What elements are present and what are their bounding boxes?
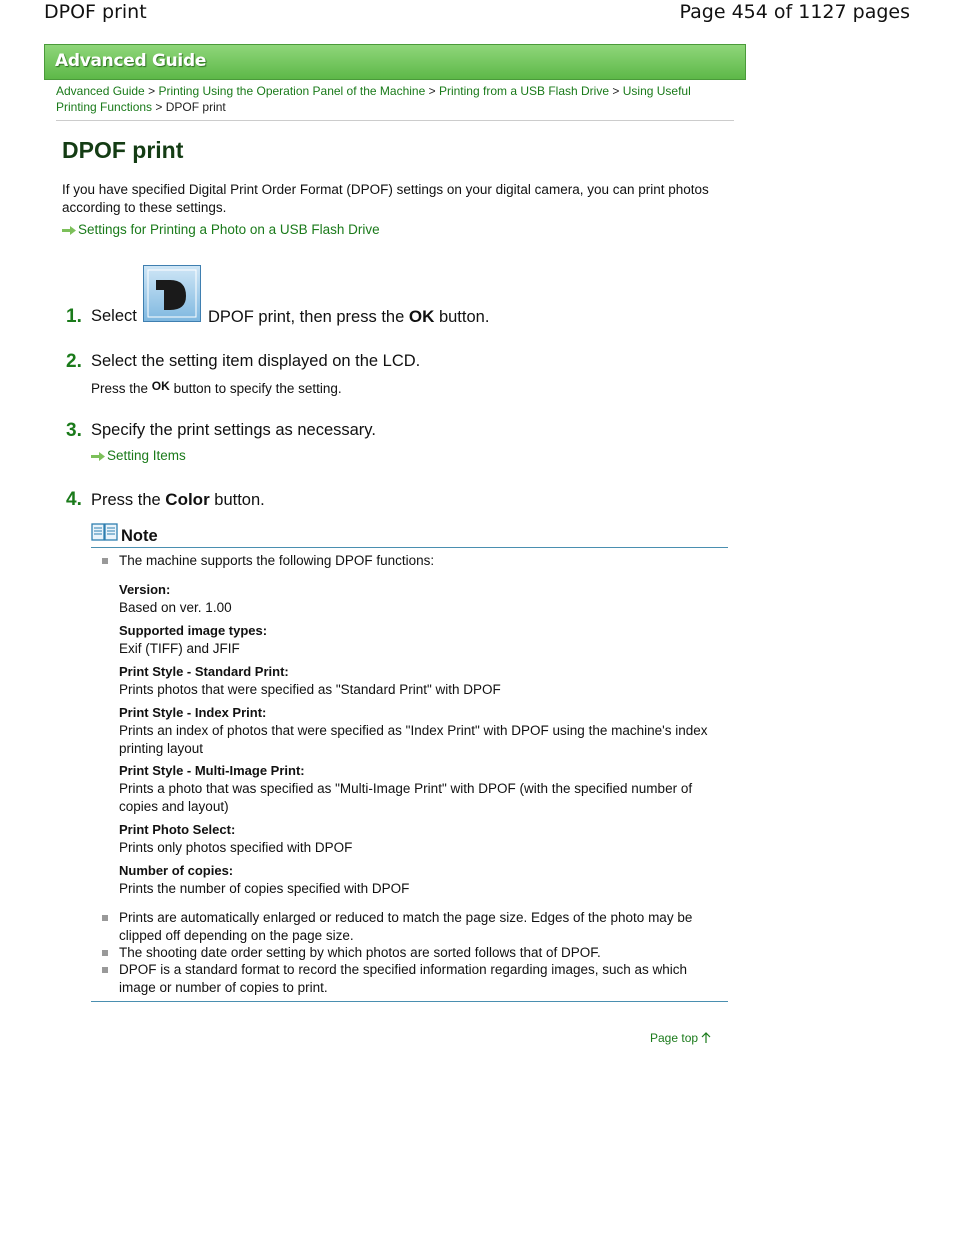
note-title: Note	[121, 527, 158, 545]
arrow-icon	[62, 226, 76, 235]
definition-desc: Exif (TIFF) and JFIF	[119, 641, 240, 656]
definition-desc: Prints only photos specified with DPOF	[119, 840, 353, 855]
breadcrumb-usb-flash-drive[interactable]: Printing from a USB Flash Drive	[438, 84, 610, 98]
step-4-post: button.	[214, 491, 265, 509]
breadcrumb	[56, 83, 726, 115]
definition-term: Supported image types:	[119, 623, 268, 638]
step-1-post: button.	[438, 308, 490, 326]
page-top-label: Page top	[650, 1031, 699, 1045]
definition-item	[119, 862, 719, 898]
arrow-up-icon	[701, 1032, 711, 1043]
definition-term: Number of copies:	[119, 863, 234, 878]
intro-paragraph: If you have specified Digital Print Order Format (DPOF) settings on your digital camera, you can print photos according to these settings.	[62, 182, 709, 215]
step-3-link-row	[91, 448, 186, 463]
advanced-guide-banner	[44, 44, 746, 80]
step-number: 2.	[66, 351, 82, 372]
page-header-title: DPOF print	[44, 1, 147, 23]
list-item: DPOF is a standard format to record the specified information regarding images, such as which image or number of copies to print.	[119, 961, 719, 997]
step-2-sub	[91, 379, 342, 396]
divider	[56, 120, 734, 121]
banner-label: Advanced Guide	[55, 51, 207, 71]
step-3-text: Specify the print settings as necessary.	[91, 421, 376, 439]
definition-item	[119, 663, 719, 699]
definition-desc: Prints photos that were specified as "Standard Print" with DPOF	[119, 682, 501, 697]
list-item: The machine supports the following DPOF functions:	[119, 552, 719, 570]
step-4-text	[91, 490, 265, 510]
setting-items-link[interactable]: Setting Items	[107, 448, 186, 463]
breadcrumb-separator: >	[612, 84, 620, 98]
definition-item	[119, 762, 719, 816]
definition-term: Print Style - Standard Print:	[119, 664, 289, 679]
definition-desc: Based on ver. 1.00	[119, 600, 232, 615]
page-top-link[interactable]	[650, 1031, 711, 1045]
definition-term: Print Style - Multi-Image Print:	[119, 763, 305, 778]
breadcrumb-useful-functions[interactable]: Using Useful Printing Functions	[56, 84, 691, 114]
settings-link[interactable]: Settings for Printing a Photo on a USB Flash Drive	[78, 222, 380, 237]
breadcrumb-operation-panel[interactable]: Printing Using the Operation Panel of the Machine	[158, 84, 426, 98]
definition-desc: Prints a photo that was specified as "Multi-Image Print" with DPOF (with the specified number of copies and layout)	[119, 781, 693, 814]
dpof-print-icon	[143, 265, 201, 322]
breadcrumb-advanced-guide[interactable]: Advanced Guide	[56, 84, 145, 98]
page-title: DPOF print	[62, 137, 184, 163]
step-number: 3.	[66, 420, 82, 441]
breadcrumb-separator: >	[155, 100, 163, 114]
step-1-mid: DPOF print, then press the	[208, 308, 405, 326]
step-2-text: Select the setting item displayed on the LCD.	[91, 352, 421, 370]
definition-item	[119, 704, 719, 758]
color-button-label: Color	[165, 490, 210, 509]
page-number: Page 454 of 1127 pages	[679, 1, 910, 23]
breadcrumb-separator: >	[428, 84, 436, 98]
definition-item	[119, 821, 719, 857]
intro-text	[62, 181, 722, 239]
note-header	[91, 522, 728, 548]
definition-term: Print Style - Index Print:	[119, 705, 267, 720]
list-item: The shooting date order setting by which photos are sorted follows that of DPOF.	[119, 944, 719, 962]
definition-item	[119, 622, 719, 658]
definition-desc: Prints the number of copies specified with DPOF	[119, 881, 410, 896]
definition-term: Version:	[119, 582, 171, 597]
ok-button-label: OK	[408, 307, 435, 326]
step-1-text	[208, 307, 489, 327]
definition-item	[119, 581, 719, 617]
step-1-pre: Select	[91, 307, 137, 325]
ok-button-label: OK	[151, 379, 170, 393]
definition-term: Print Photo Select:	[119, 822, 236, 837]
step-2-sub-post: button to specify the setting.	[173, 381, 342, 396]
step-number: 4.	[66, 489, 82, 510]
list-item: Prints are automatically enlarged or reduced to match the page size. Edges of the photo may be clipped off depending on the page size.	[119, 909, 719, 945]
arrow-icon	[91, 452, 105, 461]
breadcrumb-current: DPOF print	[165, 100, 226, 114]
step-4-pre: Press the	[91, 491, 161, 509]
step-2-sub-pre: Press the	[91, 381, 149, 396]
breadcrumb-separator: >	[148, 84, 156, 98]
definition-desc: Prints an index of photos that were specified as "Index Print" with DPOF using the machine's index printing layout	[119, 723, 708, 756]
note-divider	[91, 1001, 728, 1002]
book-icon	[91, 522, 119, 542]
step-number: 1.	[66, 306, 82, 327]
